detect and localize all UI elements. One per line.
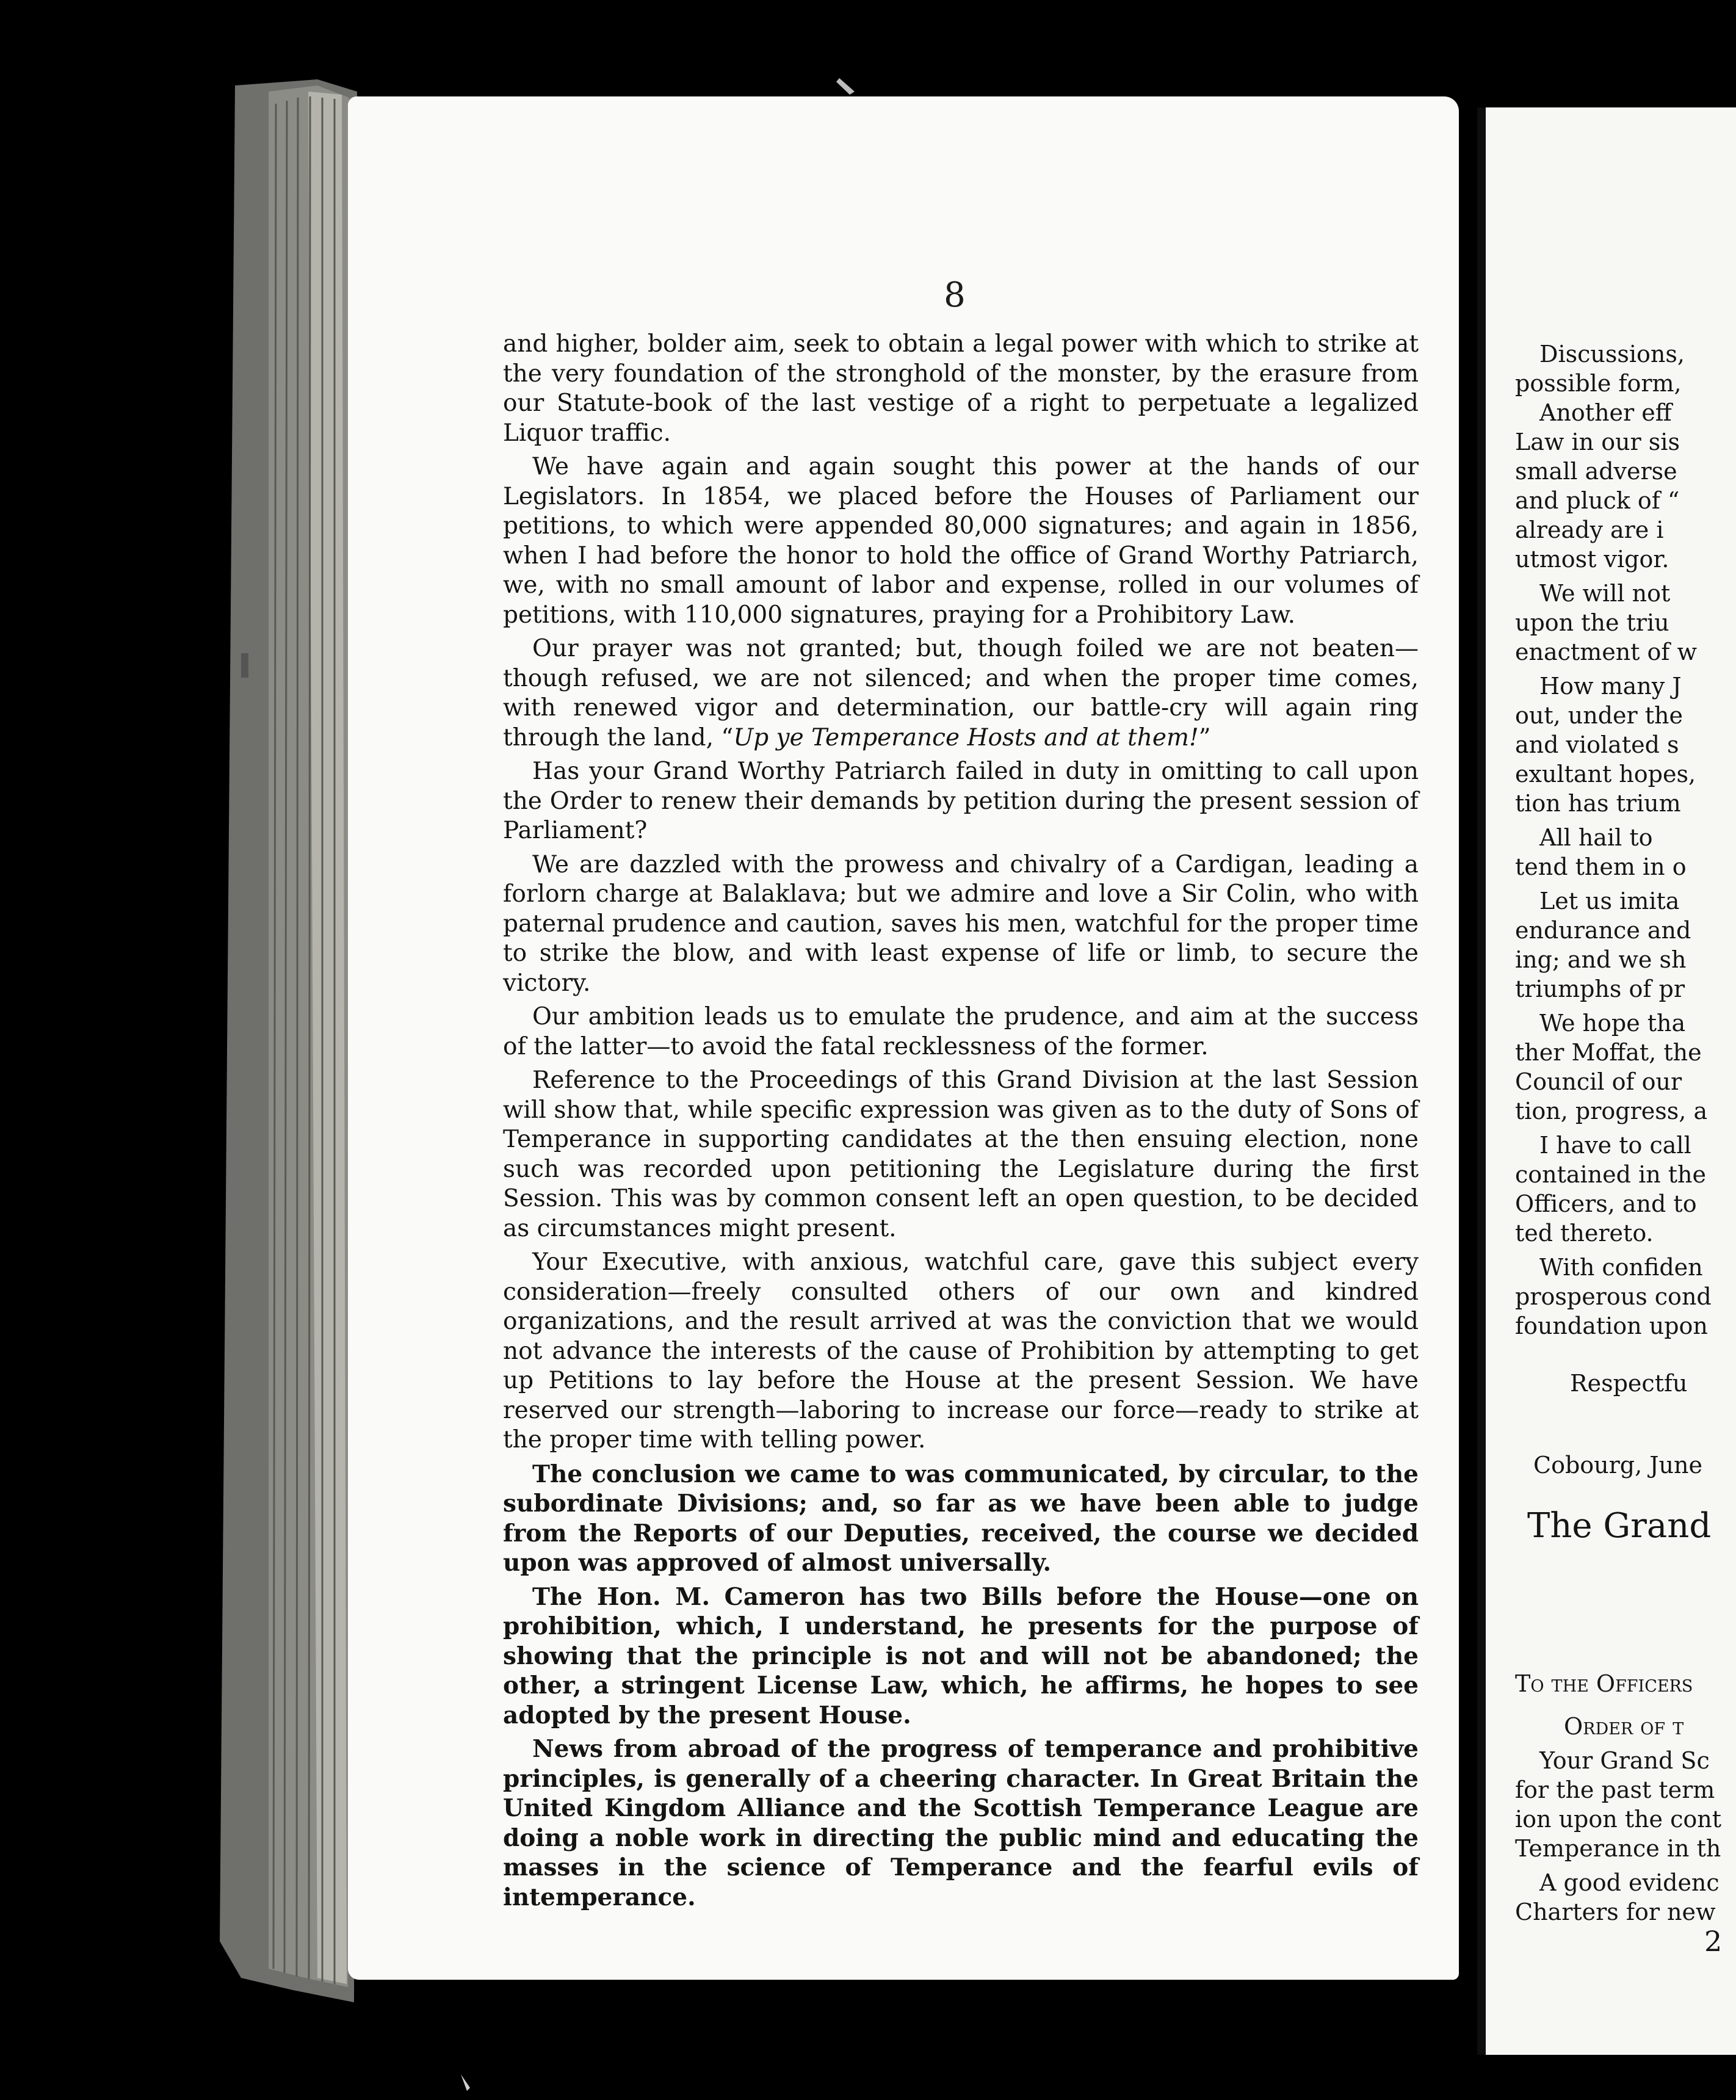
text-line: small adverse [1515,458,1677,485]
paragraph: We are dazzled with the prowess and chivalry of a Cardigan, leading a forlorn charge at Balaklava; but we admire and love a Sir Colin, who with paternal prudence and caution, saves his men, watchful for the proper time to strike the blow, and with least expense of life or limb, to secure the victory. [503,850,1419,997]
text-line: We hope tha [1539,1010,1686,1037]
text-line: ted thereto. [1515,1220,1654,1247]
text-line: All hail to [1539,824,1653,851]
sign-off: Respectfu [1570,1370,1688,1397]
text-line: We will not [1539,580,1671,607]
right-page [1477,107,1736,2055]
text-line: Law in our sis [1515,429,1680,455]
paragraph: Our ambition leads us to emulate the prudence, and aim at the success of the latter—to avoid the fatal recklessness of the former. [503,1003,1419,1060]
text-line: enactment of w [1515,639,1698,665]
paragraph: Reference to the Proceedings of this Grand Division at the last Session will show that, while specific expression was given as to the duty of Sons of Temperance in supporting candidates at the then ensuing election, none such was recorded upon petitioning the Legislature during the first Session. This was by common consent left an open question, to be decided as circumstances might present. [503,1066,1419,1242]
salutation: Order of t [1564,1713,1684,1740]
text-line: A good evidenc [1539,1869,1720,1896]
text-line: Charters for new [1515,1899,1716,1925]
text-line: Council of our [1515,1068,1682,1095]
text-line: foundation upon [1515,1312,1708,1339]
text-line: How many J [1539,673,1682,700]
paragraph: The Hon. M. Cameron has two Bills before the House—one on prohibition, which, I understand, he presents for the purpose of showing that the principle is not and will not be abandoned; the other, a stringent License Law, which, he affirms, he hopes to see adopted by the present House. [503,1582,1419,1729]
paragraph: and higher, bolder aim, seek to obtain a legal power with which to strike at the very foundation of the stronghold of the monster, by the erasure from our Statute-book of the last vestige of a right to perpetuate a legalized Liquor traffic. [503,330,1419,447]
text-line: I have to call [1539,1132,1691,1159]
text-line: triumphs of pr [1515,976,1685,1002]
salutation: To the Officers [1515,1670,1693,1697]
paragraph-text: Our prayer was not granted; but, though foiled we are not beaten—though refused, we are not silenced; and when the proper time comes, with renewed vigor and determination, our battle-cry will again ring through the land, “ [503,635,1419,751]
text-line: ther Moffat, the [1515,1039,1702,1066]
text-line: contained in the [1515,1161,1707,1188]
text-line: With confiden [1539,1254,1703,1281]
text-line: exultant hopes, [1515,761,1696,788]
text-line: Temperance in th [1515,1835,1721,1862]
text-line: tion, progress, a [1515,1098,1708,1124]
text-line: and pluck of “ [1515,487,1680,514]
right-page-text [1515,339,1723,1956]
section-heading: The Grand [1527,1506,1712,1546]
text-line: utmost vigor. [1515,546,1669,573]
paragraph: Has your Grand Worthy Patriarch failed in duty in omitting to call upon the Order to renew their demands by petition during the present session of Parliament? [503,758,1419,844]
paragraph: The conclusion we came to was communicated, by circular, to the subordinate Divisions; and, so far as we have been able to judge from the Reports of our Deputies, received, the course we decided upon was approved of almost universally. [503,1460,1419,1577]
paragraph: We have again and again sought this power at the hands of our Legislators. In 1854, we placed before the Houses of Parliament our petitions, to which were appended 80,000 signatures; and again in 1856, when I had before the honor to hold the office of Grand Worthy Patriarch, we, with no small amount of labor and expense, rolled in our volumes of petitions, with 110,000 signatures, praying for a Prohibitory Law. [503,453,1419,629]
text-line: for the past term [1515,1776,1715,1803]
text-line: prosperous cond [1515,1283,1712,1310]
page-number: 8 [944,275,966,315]
text-line: Another eff [1539,399,1672,426]
paragraph: Your Executive, with anxious, watchful care, gave this subject every consideration—freely consulted others of our own and kindred organizations, and the result arrived at was the conviction that we would not advance the interests of the cause of Prohibition by attempting to get up Petitions to lay before the House at the present Session. We have reserved our strength—laboring to increase our force—ready to strike at the proper time with telling power. [503,1248,1419,1454]
text-line: Your Grand Sc [1539,1747,1710,1774]
text-line: tion has trium [1515,790,1681,817]
text-line: out, under the [1515,702,1684,729]
text-line: endurance and [1515,917,1691,944]
right-page-lines-bottom [1515,1746,1723,1927]
text-line: tend them in o [1515,853,1687,880]
text-line: and violated s [1515,731,1679,758]
body-text [503,330,1419,1916]
text-line: Officers, and to [1515,1190,1697,1217]
text-line: already are i [1515,516,1664,543]
text-line: Let us imita [1539,888,1680,914]
text-line: ing; and we sh [1515,946,1687,973]
text-line: ion upon the cont [1515,1806,1722,1833]
text-line: possible form, [1515,370,1682,397]
date-line: Cobourg, June [1533,1452,1702,1479]
italic-quote: Up ye Temperance Hosts and at them! [733,723,1199,751]
paragraph [503,634,1419,753]
text-line: Discussions, [1539,341,1685,368]
signature-numeral: 2 [1704,1925,1723,1958]
paragraph: News from abroad of the progress of temperance and prohibitive principles, is generally of a cheering character. In Great Britain the United Kingdom Alliance and the Scottish Temperance League are doing a noble work in directing the public mind and educating the masses in the science of Temperance and the fearful evils of intemperance. [503,1735,1419,1911]
right-page-lines-top [1515,339,1723,1341]
paragraph-text: ” [1198,723,1211,751]
text-line: upon the triu [1515,609,1669,636]
